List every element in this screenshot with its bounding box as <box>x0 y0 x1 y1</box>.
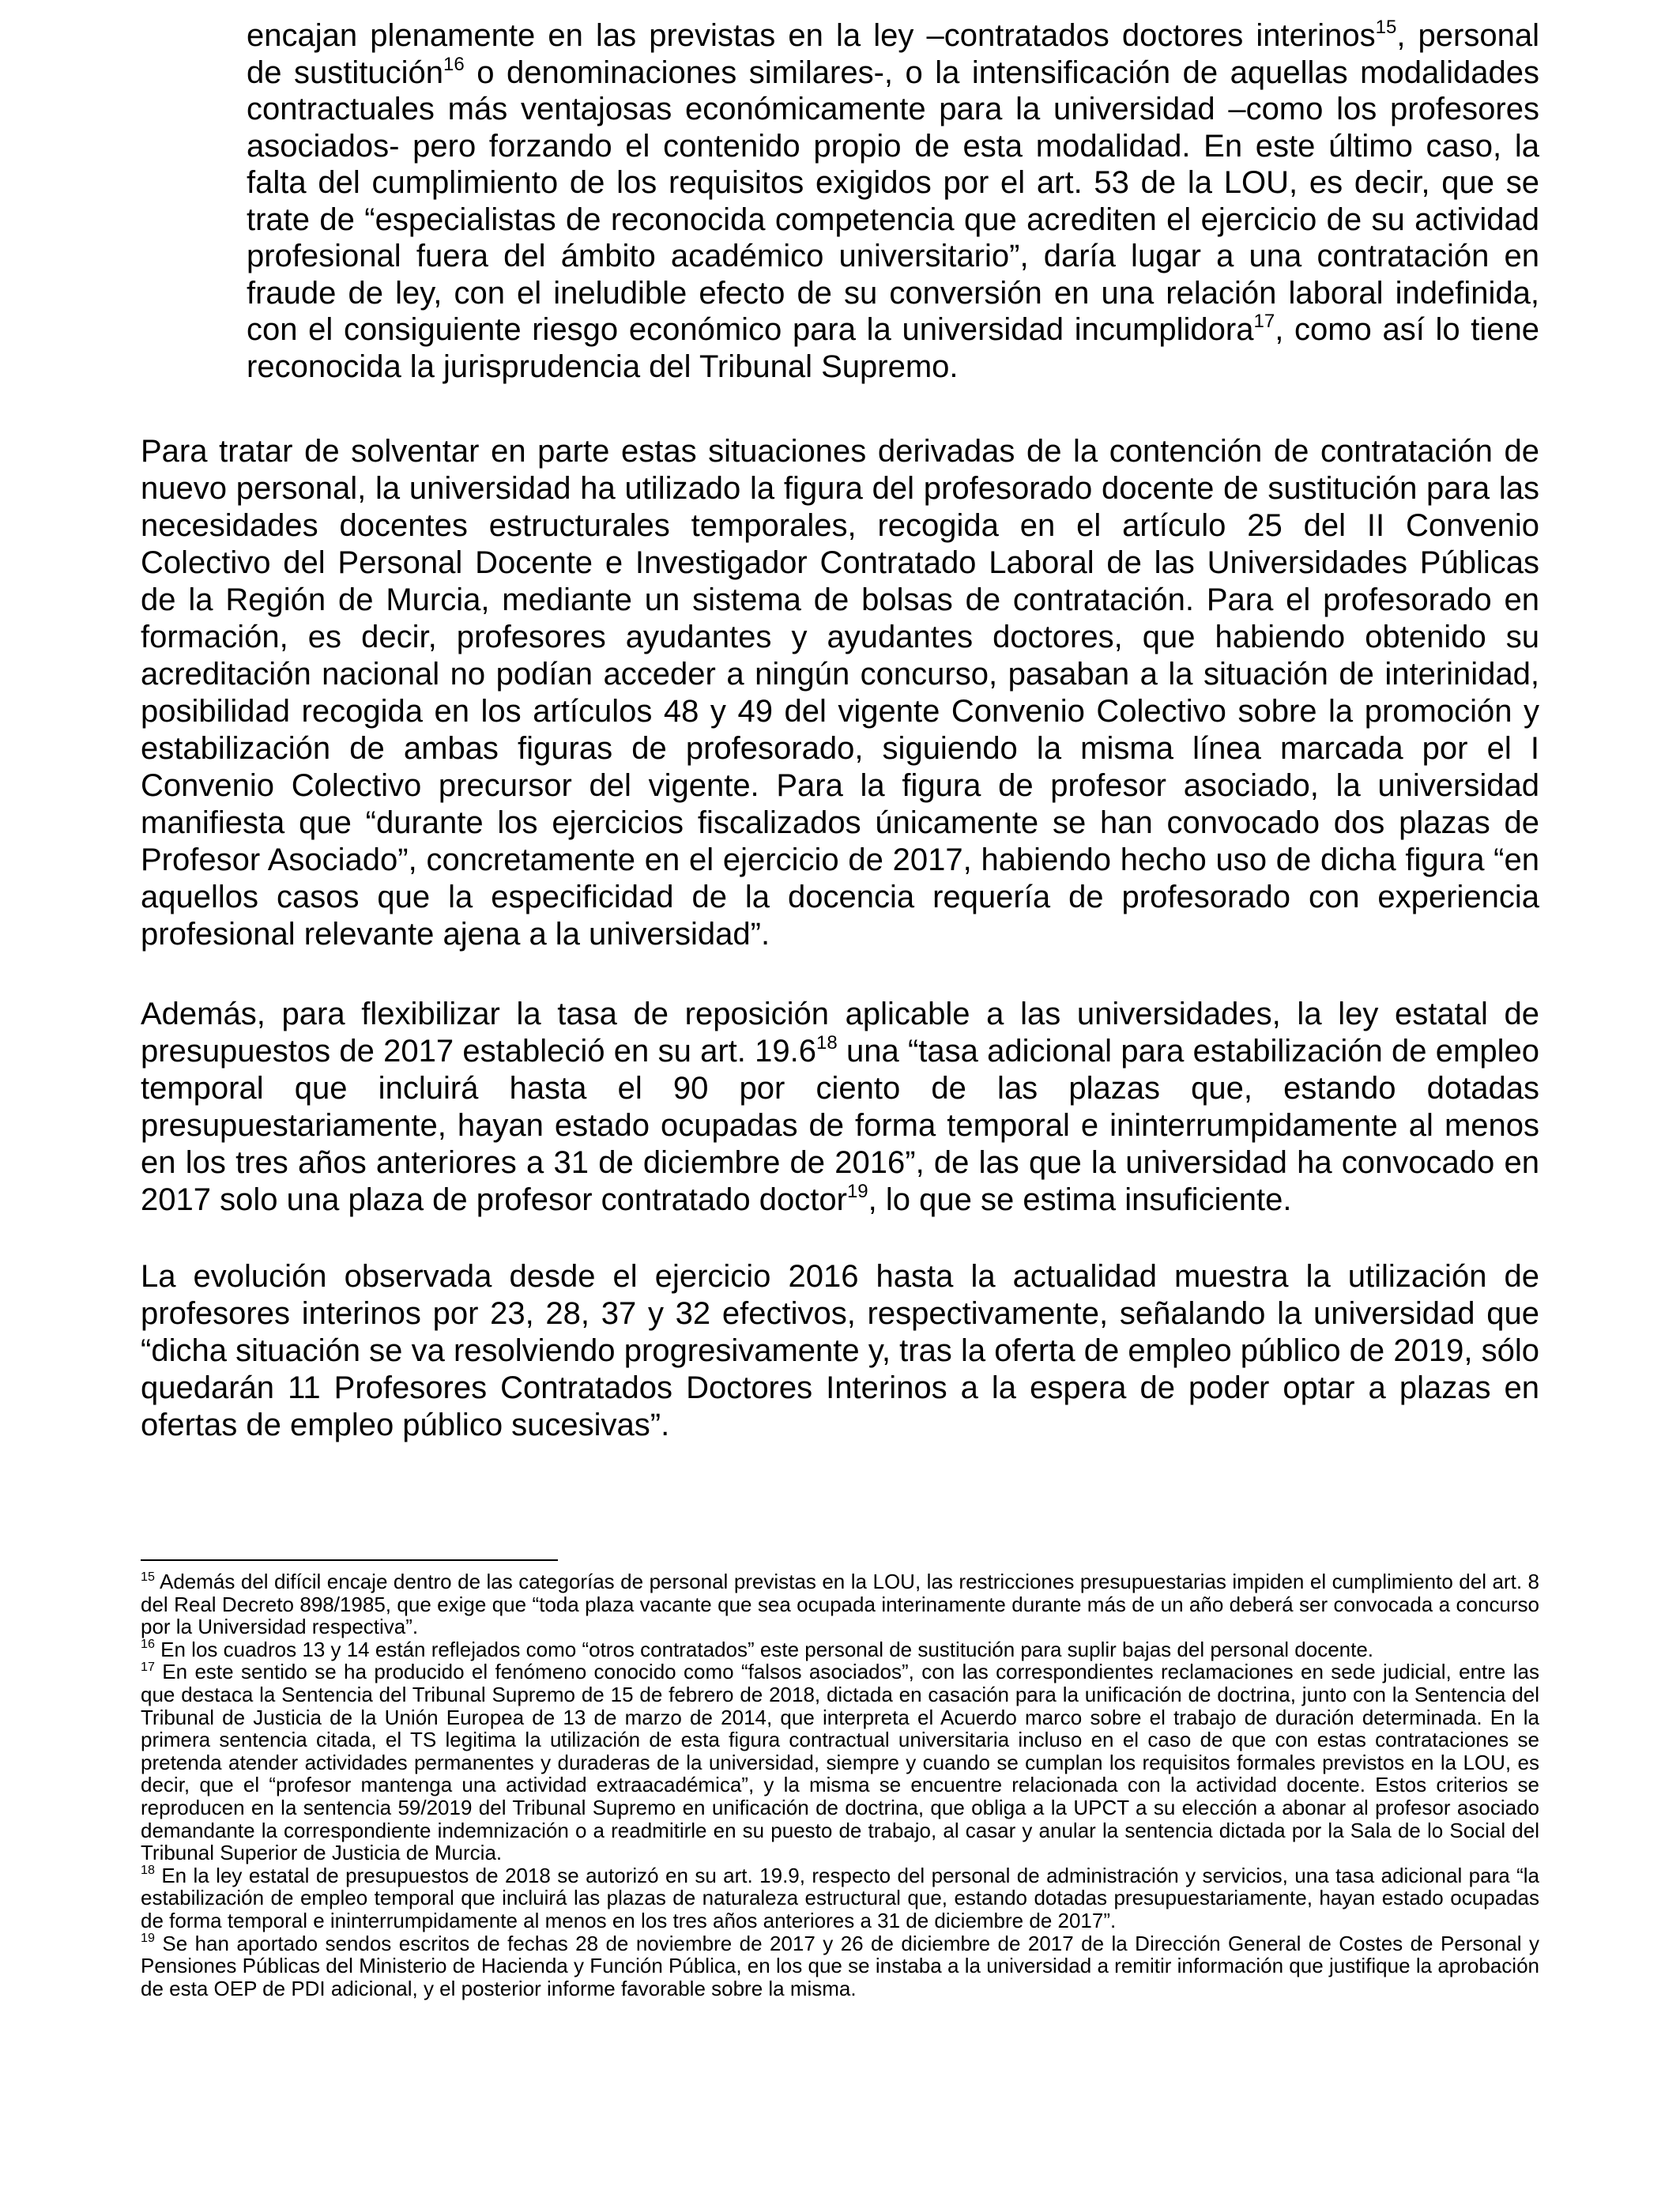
footnote-ref-19[interactable]: 19 <box>846 1181 868 1203</box>
body-paragraph-1 <box>141 433 1539 953</box>
footnotes-section <box>141 1570 1539 2000</box>
footnote-ref-16[interactable]: 16 <box>443 53 465 75</box>
footnote-text: Además del difícil encaje dentro de las categorías de personal previstas en la LOU, las restricciones presupuestarias impiden el cumplimiento del art. 8 del Real Decreto 898/1985, que exige que “toda plaza vacante que sea ocupada interinamente durante más de un año deberá ser convocada a concurso por la Universidad respectiva”. <box>141 1570 1539 1639</box>
footnote-text: En este sentido se ha producido el fenómeno conocido como “falsos asociados”, con las correspondientes reclamaciones en sede judicial, entre las que destaca la Sentencia del Tribunal Supremo de 15 de febrero de 2018, dictada en casación para la unificación de doctrina, junto con la Sentencia del Tribunal de Justicia de la Unión Europea de 13 de marzo de 2014, que interpreta el Acuerdo marco sobre el trabajo de duración determinada. En la primera sentencia citada, el TS legitima la utilización de esta figura contractual universitaria incluso en el caso de que con estas contrataciones se pretenda atender actividades permanentes y duraderas de la universidad, siempre y cuando se cumplan los requisitos formales previstos en la LOU, es decir, que el “profesor mantenga una actividad extraacadémica”, y la misma se encuentre relacionada con la actividad docente. Estos criterios se reproducen en la sentencia 59/2019 del Tribunal Supremo en unificación de doctrina, que obliga a la UPCT a su elección a abonar al profesor asociado demandante la correspondiente indemnización o a readmitirle en su puesto de trabajo, al casar y anular la sentencia dictada por la Sala de lo Social del Tribunal Superior de Justicia de Murcia. <box>141 1660 1539 1865</box>
quote-text <box>247 17 1539 385</box>
footnote-16 <box>141 1638 1539 1661</box>
footnote-number: 19 <box>141 1931 155 1946</box>
quote-text-segment: , personal de sustitución <box>247 18 1539 90</box>
paragraph-text-segment: Además, para flexibilizar la tasa de reposición aplicable a las universidades, la ley estatal de presupuestos de 2017 estableció en su art. 19.6 <box>141 997 1539 1069</box>
footnote-text: En los cuadros 13 y 14 están reflejados como “otros contratados” este personal de sustitución para suplir bajas del personal docente. <box>154 1637 1374 1661</box>
paragraph-text <box>141 996 1539 1219</box>
footnote-18 <box>141 1864 1539 1932</box>
footnote-number: 15 <box>141 1569 155 1584</box>
indented-quote-paragraph <box>247 17 1539 385</box>
body-paragraph-3 <box>141 1258 1539 1444</box>
footnote-number: 16 <box>141 1637 155 1652</box>
paragraph-text: La evolución observada desde el ejercicio 2016 hasta la actualidad muestra la utilización de profesores interinos por 23, 28, 37 y 32 efectivos, respectivamente, señalando la universidad que “dicha situación se va resolviendo progresivamente y, tras la oferta de empleo público de 2019, sólo quedarán 11 Profesores Contratados Doctores Interinos a la espera de poder optar a plazas en ofertas de empleo público sucesivas”. <box>141 1259 1539 1442</box>
quote-text-segment: encajan plenamente en las previstas en la ley –contratados doctores interinos <box>247 18 1376 53</box>
footnote-ref-15[interactable]: 15 <box>1375 17 1397 39</box>
footnote-ref-17[interactable]: 17 <box>1253 311 1275 333</box>
footnote-19 <box>141 1932 1539 2000</box>
quote-text-segment: , como así lo tiene reconocida la jurisprudencia del Tribunal Supremo. <box>247 312 1540 384</box>
paragraph-text-segment: una “tasa adicional para estabilización de empleo temporal que incluirá hasta el 90 por ciento de las plazas que, estando dotadas presupuestariamente, hayan estado ocupadas de forma temporal e ininterrumpidamente al menos en los tres años anteriores a 31 de diciembre de 2016”, de las que la universidad ha convocado en 2017 solo una plaza de profesor contratado doctor <box>141 1034 1539 1217</box>
footnote-number: 17 <box>141 1659 155 1674</box>
footnote-separator <box>141 1559 558 1561</box>
footnote-ref-18[interactable]: 18 <box>816 1032 838 1054</box>
paragraph-text: Para tratar de solventar en parte estas situaciones derivadas de la contención de contratación de nuevo personal, la universidad ha utilizado la figura del profesorado docente de sustitución para las necesidades docentes estructurales temporales, recogida en el artículo 25 del II Convenio Colectivo del Personal Docente e Investigador Contratado Laboral de las Universidades Públicas de la Región de Murcia, mediante un sistema de bolsas de contratación. Para el profesorado en formación, es decir, profesores ayudantes y ayudantes doctores, que habiendo obtenido su acreditación nacional no podían acceder a ningún concurso, pasaban a la situación de interinidad, posibilidad recogida en los artículos 48 y 49 del vigente Convenio Colectivo sobre la promoción y estabilización de ambas figuras de profesorado, siguiendo la misma línea marcada por el I Convenio Colectivo precursor del vigente. Para la figura de profesor asociado, la universidad manifiesta que “durante los ejercicios fiscalizados únicamente se han convocado dos plazas de Profesor Asociado”, concretamente en el ejercicio de 2017, habiendo hecho uso de dicha figura “en aquellos casos que la especificidad de la docencia requería de profesorado con experiencia profesional relevante ajena a la universidad”. <box>141 434 1539 952</box>
paragraph-text-segment: , lo que se estima insuficiente. <box>868 1182 1292 1217</box>
body-paragraph-2 <box>141 996 1539 1219</box>
footnote-17 <box>141 1661 1539 1864</box>
quote-text-segment: o denominaciones similares-, o la intensificación de aquellas modalidades contractuales más ventajosas económicamente para la universidad –como los profesores asociados- pero forzando el contenido propio de esta modalidad. En este último caso, la falta del cumplimiento de los requisitos exigidos por el art. 53 de la LOU, es decir, que se trate de “especialistas de reconocida competencia que acrediten el ejercicio de su actividad profesional fuera del ámbito académico universitario”, daría lugar a una contratación en fraude de ley, con el ineludible efecto de su conversión en una relación laboral indefinida, con el consiguiente riesgo económico para la universidad incumplidora <box>247 55 1540 347</box>
footnote-number: 18 <box>141 1863 155 1878</box>
footnote-text: Se han aportado sendos escritos de fechas 28 de noviembre de 2017 y 26 de diciembre de 2017 de la Dirección General de Costes de Personal y Pensiones Públicas del Ministerio de Hacienda y Función Pública, en los que se instaba a la universidad a remitir información que justifique la aprobación de esta OEP de PDI adicional, y el posterior informe favorable sobre la misma. <box>141 1931 1539 2000</box>
footnote-15 <box>141 1570 1539 1638</box>
footnote-text: En la ley estatal de presupuestos de 2018 se autorizó en su art. 19.9, respecto del personal de administración y servicios, una tasa adicional para “la estabilización de empleo temporal que incluirá las plazas de naturaleza estructural que, estando dotadas presupuestariamente, hayan estado ocupadas de forma temporal e ininterrumpidamente al menos en los tres años anteriores a 31 de diciembre de 2017”. <box>141 1863 1539 1932</box>
